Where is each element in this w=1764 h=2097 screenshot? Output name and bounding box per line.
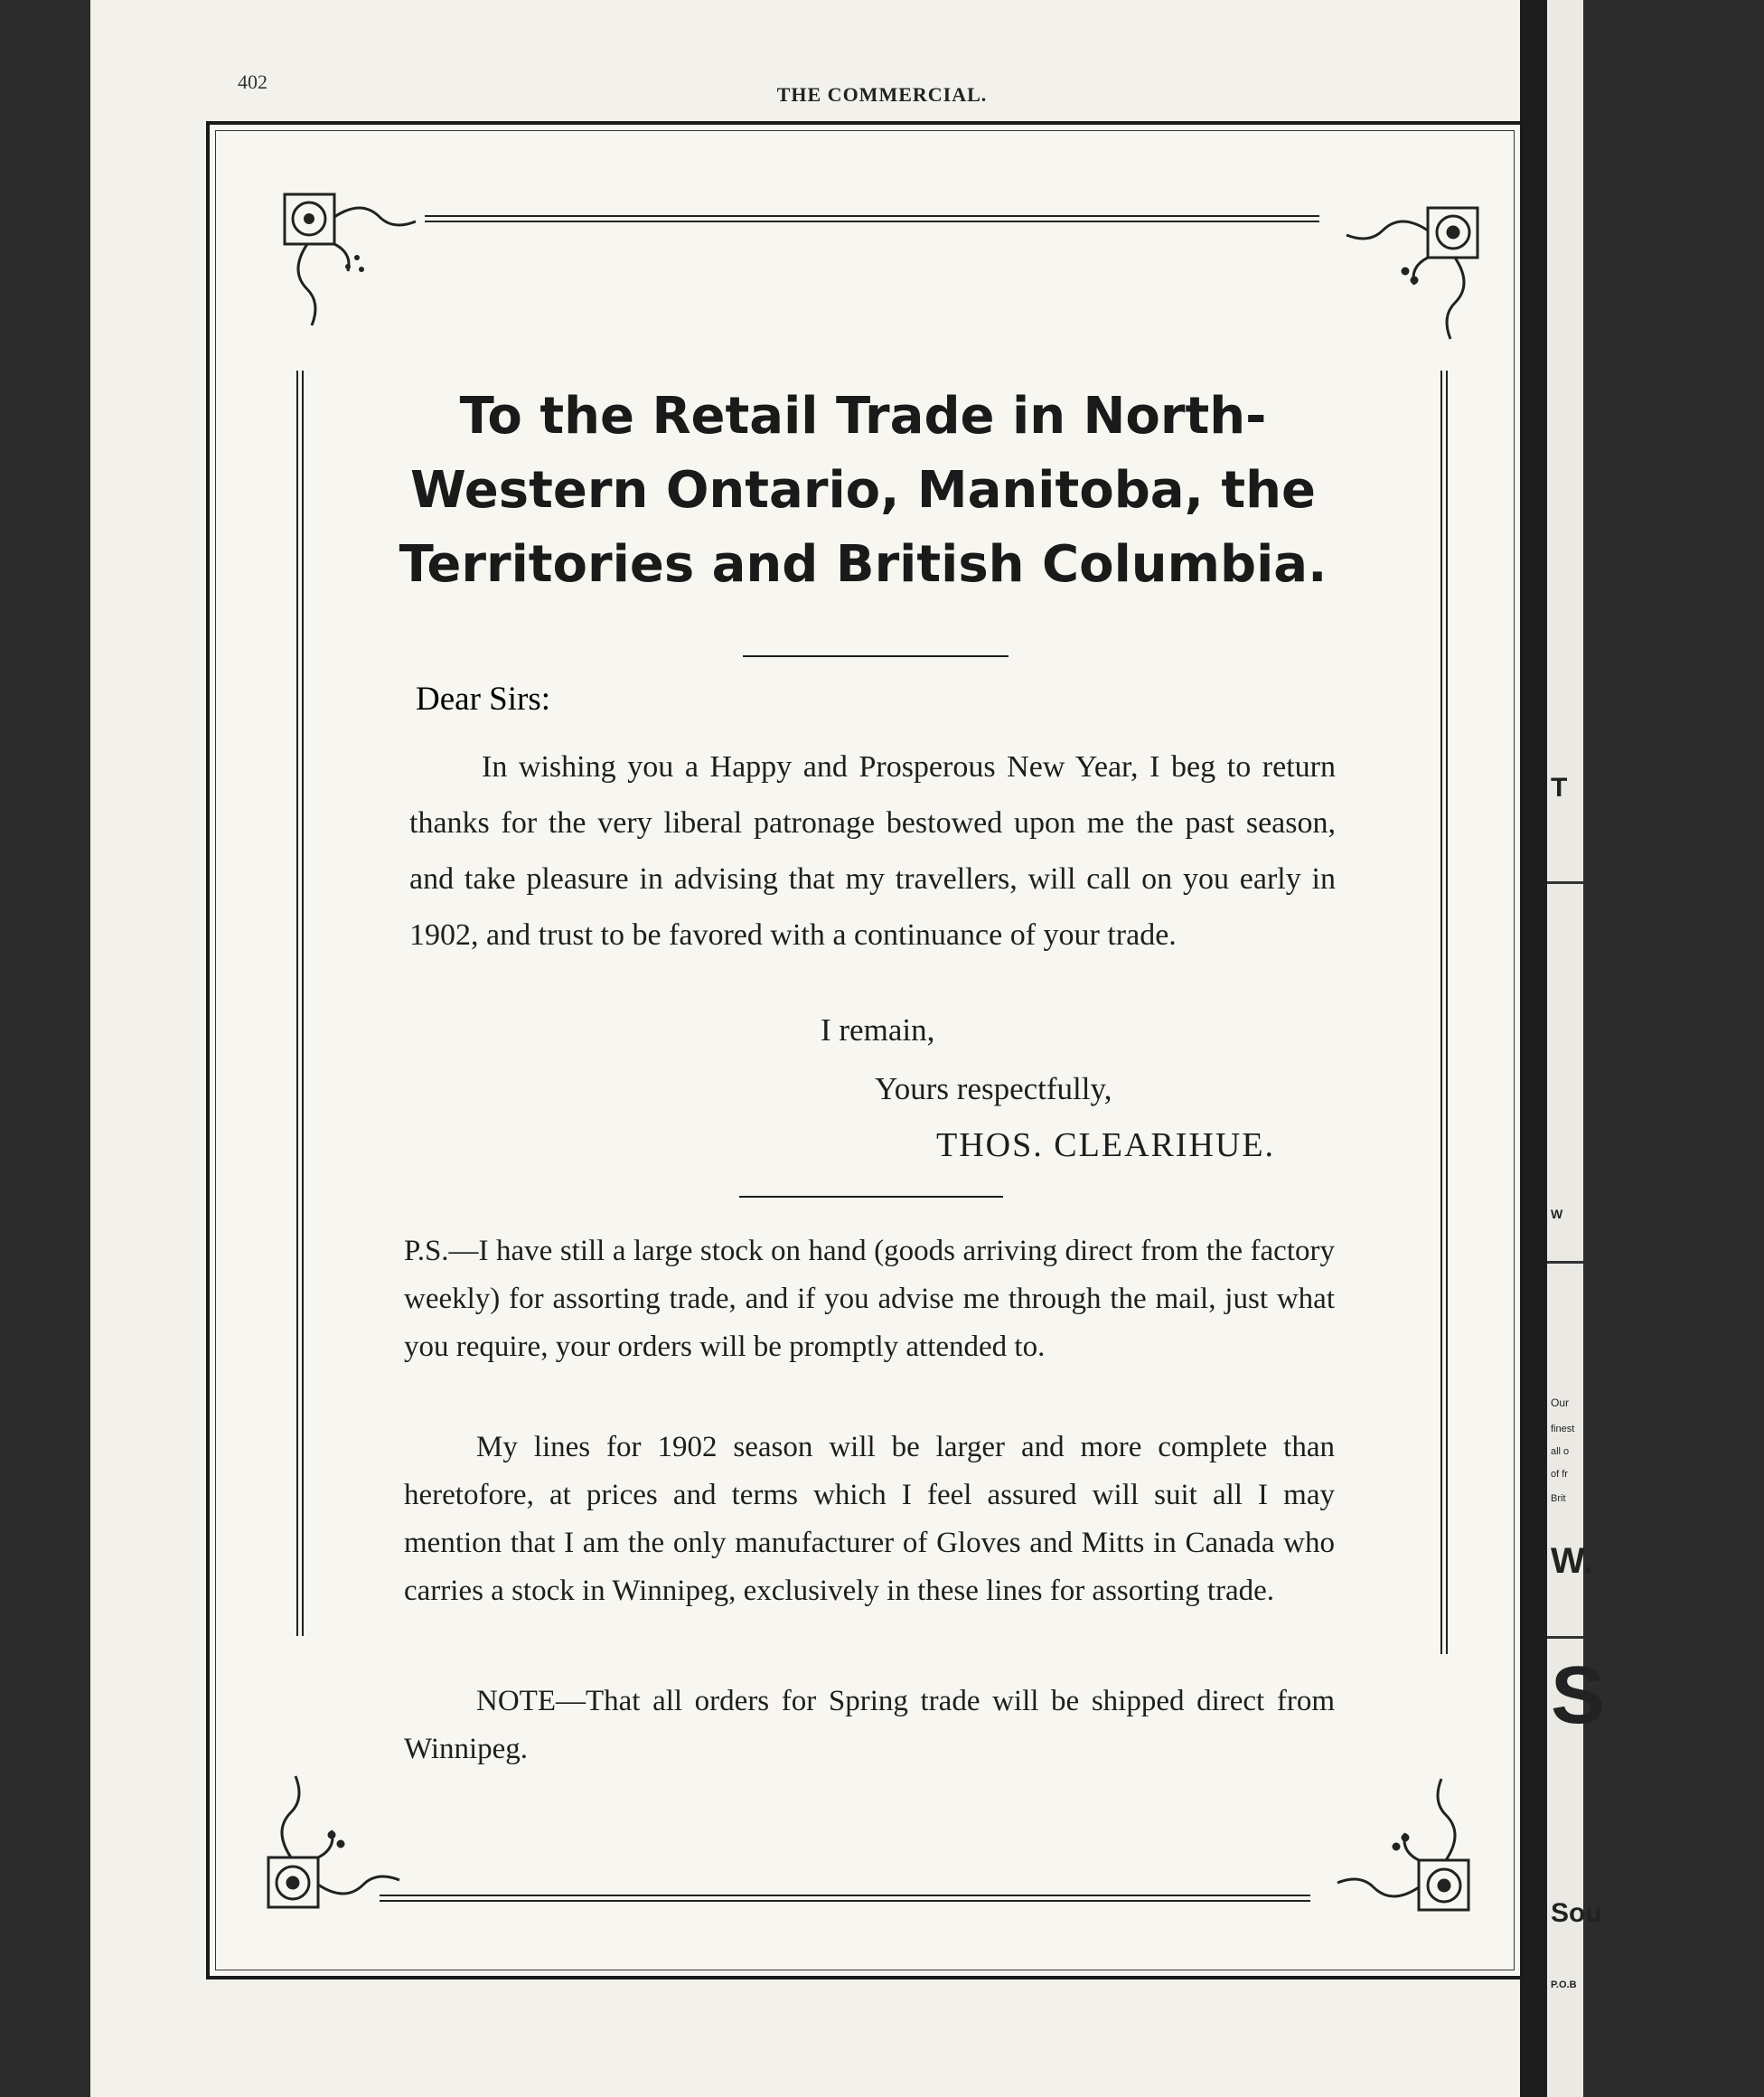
- left-border-rule: [296, 371, 304, 1636]
- adjacent-fragment: W: [1551, 1207, 1563, 1221]
- postscript: P.S.—I have still a large stock on hand (goods arriving direct from the factory weekly) for assorting trade, and if you advise me through the mail, just what you require, your orders will be promptly attended to.: [404, 1235, 1335, 1363]
- corner-ornament-top-right: [1346, 203, 1482, 339]
- adjacent-fragment: S: [1551, 1650, 1606, 1741]
- bottom-border-rule: [380, 1895, 1310, 1902]
- adjacent-fragment: Sou: [1551, 1898, 1602, 1928]
- corner-ornament-bottom-left: [264, 1776, 399, 1912]
- adjacent-page-strip: [1547, 0, 1606, 2097]
- adjacent-rule: [1547, 881, 1583, 884]
- letter-body: In wishing you a Happy and Prosperous New Year, I beg to return thanks for the very liberal patronage bestowed upon me the past season, and take pleasure in advising that my travellers, will call on you early in 1902, and trust to be favored with a continuance of your trade.: [409, 750, 1336, 952]
- adjacent-fragment: T: [1551, 773, 1568, 803]
- corner-ornament-bottom-right: [1337, 1779, 1473, 1914]
- advertisement-headline: To the Retail Trade in North-Western Ontario, Manitoba, the Territories and British Columbia.: [399, 387, 1328, 594]
- signature: THOS. CLEARIHUE.: [936, 1126, 1276, 1164]
- divider-rule: [739, 1196, 1003, 1198]
- running-head: THE COMMERCIAL.: [776, 83, 988, 106]
- adjacent-fragment: finest: [1551, 1424, 1575, 1434]
- page-number: 402: [238, 71, 267, 93]
- adjacent-rule: [1547, 1261, 1583, 1264]
- corner-ornament-top-left: [280, 190, 416, 325]
- adjacent-fragment: of fr: [1551, 1469, 1568, 1480]
- right-border-rule: [1440, 371, 1448, 1654]
- adjacent-fragment: Brit: [1551, 1493, 1566, 1504]
- top-border-rule: [425, 215, 1319, 222]
- lines-paragraph: My lines for 1902 season will be larger and more complete than heretofore, at prices and terms which I feel assured will suit all I may mention that I am the only manufacturer of Gloves and Mitts in Canada who carries a stock in Winnipeg, exclusively in these lines for assorting trade.: [404, 1431, 1335, 1607]
- adjacent-fragment: all o: [1551, 1446, 1570, 1457]
- closing-line: I remain,: [821, 1012, 935, 1048]
- adjacent-fragment: Our: [1551, 1396, 1570, 1409]
- adjacent-fragment: P.O.B: [1551, 1979, 1577, 1990]
- adjacent-rule: [1547, 1636, 1583, 1639]
- salutation: Dear Sirs:: [416, 681, 550, 718]
- divider-rule: [743, 655, 1009, 657]
- closing-line: Yours respectfully,: [875, 1071, 1112, 1106]
- note-paragraph: NOTE—That all orders for Spring trade will be shipped direct from Winnipeg.: [404, 1685, 1335, 1765]
- adjacent-fragment: W.: [1551, 1541, 1593, 1581]
